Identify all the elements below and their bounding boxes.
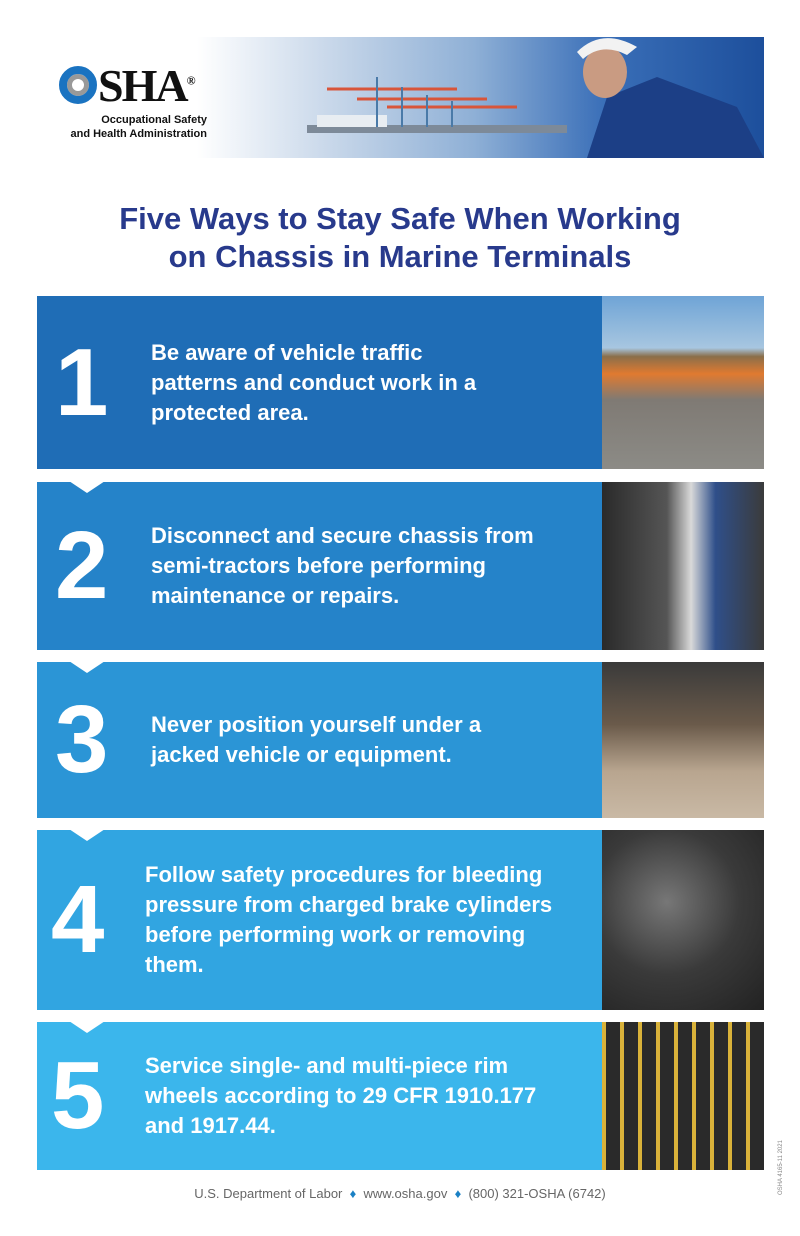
tip-text: Disconnect and secure chassis from semi-tractors before performing maintenance or repairs. bbox=[151, 523, 534, 608]
notch bbox=[69, 661, 105, 673]
tip-number: 3 bbox=[55, 686, 109, 793]
tip-text: Never position yourself under a jacked vehicle or equipment. bbox=[151, 712, 482, 767]
port-cranes-image bbox=[307, 67, 567, 147]
rim-wheel-cage-photo bbox=[602, 1022, 764, 1170]
tip-text: Follow safety procedures for bleeding pressure from charged brake cylinders before performing work or removing them. bbox=[145, 862, 553, 977]
tip-number: 1 bbox=[55, 328, 109, 436]
notch bbox=[69, 481, 105, 493]
diamond-icon: ♦ bbox=[349, 1186, 357, 1201]
tip-2 bbox=[37, 482, 764, 650]
jacked-chassis-photo bbox=[602, 662, 764, 818]
tip-5 bbox=[37, 1022, 764, 1170]
publication-code: OSHA 4165-11 2021 bbox=[778, 1140, 784, 1195]
chassis-worker-photo bbox=[602, 482, 764, 650]
tip-number: 2 bbox=[55, 512, 109, 619]
footer-website-link[interactable]: www.osha.gov bbox=[363, 1186, 448, 1201]
title-line2: on Chassis in Marine Terminals bbox=[168, 239, 632, 274]
notch bbox=[69, 829, 105, 841]
tip-4 bbox=[37, 830, 764, 1010]
footer-phone: (800) 321-OSHA (6742) bbox=[468, 1186, 606, 1201]
tip-number: 5 bbox=[51, 1042, 105, 1149]
worker-image bbox=[547, 37, 764, 158]
page-title bbox=[0, 200, 800, 276]
tip-1 bbox=[37, 296, 764, 469]
footer-dept: U.S. Department of Labor bbox=[194, 1186, 343, 1201]
tip-text: Be aware of vehicle traffic patterns and conduct work in a protected area. bbox=[151, 339, 477, 425]
osha-logo: SHA® bbox=[59, 59, 194, 112]
tip-number: 4 bbox=[51, 866, 105, 973]
terminal-traffic-photo bbox=[602, 296, 764, 469]
title-line1: Five Ways to Stay Safe When Working bbox=[119, 201, 681, 236]
tip-text: Service single- and multi-piece rim wheels according to 29 CFR 1910.177 and 1917.44. bbox=[145, 1053, 537, 1138]
agency-line1: Occupational Safety bbox=[101, 114, 207, 126]
footer bbox=[0, 1186, 800, 1201]
diamond-icon: ♦ bbox=[454, 1186, 462, 1201]
tip-3 bbox=[37, 662, 764, 818]
agency-name bbox=[57, 113, 207, 141]
notch bbox=[69, 1021, 105, 1033]
brake-cylinder-photo bbox=[602, 830, 764, 1010]
header-banner bbox=[37, 37, 764, 158]
agency-line2: and Health Administration bbox=[70, 128, 207, 140]
